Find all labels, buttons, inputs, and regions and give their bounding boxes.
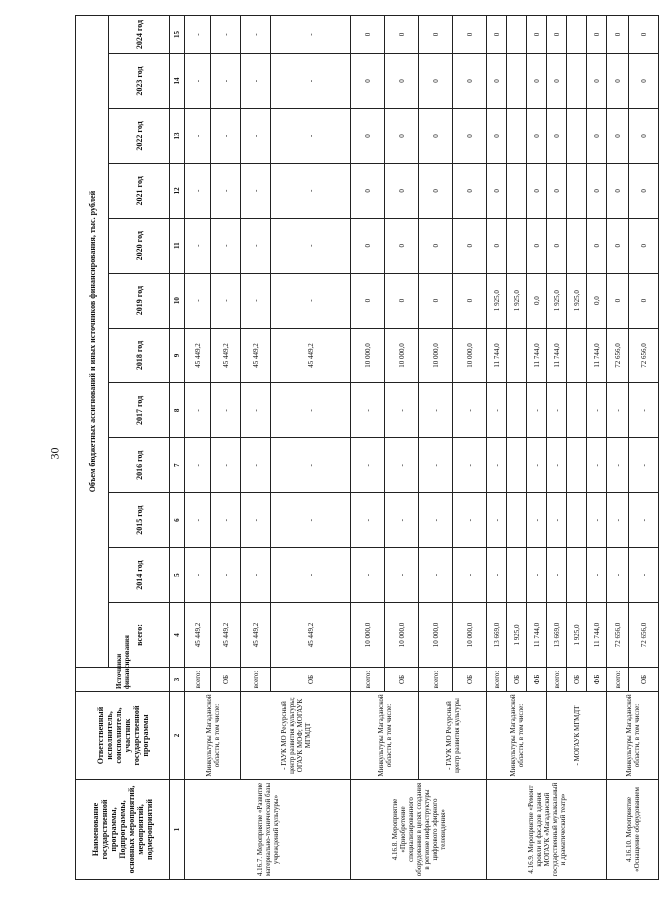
year-value-cell	[567, 16, 587, 54]
column-number: 5	[170, 548, 185, 603]
year-value-cell: -	[211, 54, 241, 109]
year-value-cell: -	[487, 383, 507, 438]
year-value-cell: -	[629, 493, 659, 548]
source-cell: всего:	[351, 668, 385, 692]
total-cell: 10 000,0	[453, 603, 487, 668]
year-value-cell	[507, 16, 527, 54]
source-cell: всего:	[419, 668, 453, 692]
header-executor: Ответственный исполнитель, соисполнитель, участник государственной программы	[76, 692, 170, 780]
total-cell: 13 669,0	[547, 603, 567, 668]
year-value-cell: 0	[453, 163, 487, 218]
year-value-cell	[507, 163, 527, 218]
table-row	[547, 16, 567, 880]
header-year: 2016 год	[109, 438, 170, 493]
year-value-cell: -	[271, 163, 351, 218]
year-value-cell: 0	[453, 218, 487, 273]
year-value-cell: -	[487, 493, 507, 548]
year-value-cell: -	[527, 493, 547, 548]
year-value-cell: -	[241, 383, 271, 438]
year-value-cell: 0	[607, 273, 629, 328]
year-value-cell: 1 925,0	[487, 273, 507, 328]
year-value-cell: -	[271, 16, 351, 54]
year-value-cell: -	[453, 548, 487, 603]
year-value-cell: 0	[607, 163, 629, 218]
year-value-cell: -	[547, 438, 567, 493]
column-number: 11	[170, 218, 185, 273]
year-value-cell: 0	[527, 108, 547, 163]
year-value-cell: -	[527, 548, 547, 603]
year-value-cell	[567, 383, 587, 438]
total-cell: 10 000,0	[351, 603, 385, 668]
year-value-cell: 0	[385, 163, 419, 218]
year-value-cell: -	[607, 438, 629, 493]
year-value-cell	[507, 438, 527, 493]
year-value-cell: 0	[607, 54, 629, 109]
year-value-cell: -	[385, 383, 419, 438]
year-value-cell: -	[241, 548, 271, 603]
year-value-cell: 0	[419, 163, 453, 218]
header-total: всего:	[109, 603, 170, 668]
year-value-cell: 0	[607, 218, 629, 273]
header-year: 2024 год	[109, 16, 170, 54]
source-cell: ФБ	[587, 668, 607, 692]
year-value-cell: 0	[487, 54, 507, 109]
rotated-table-container	[75, 15, 648, 880]
year-value-cell: 0	[351, 218, 385, 273]
year-value-cell: 0	[453, 273, 487, 328]
year-value-cell: -	[211, 273, 241, 328]
year-value-cell: -	[629, 438, 659, 493]
header-year: 2019 год	[109, 273, 170, 328]
executor-cell: - ГАУК МО Ресурсный центр развития культуры; ОГАУК МОФ; МОГАУК МГМДТ	[241, 692, 351, 780]
year-value-cell: 0	[607, 108, 629, 163]
total-cell: 11 744,0	[587, 603, 607, 668]
year-value-cell: -	[419, 438, 453, 493]
year-value-cell: 0	[351, 54, 385, 109]
year-value-cell: -	[185, 548, 211, 603]
executor-cell: - МОГАУК МГМДТ	[547, 692, 607, 780]
column-number: 8	[170, 383, 185, 438]
column-number: 14	[170, 54, 185, 109]
source-cell: ФБ	[527, 668, 547, 692]
total-cell: 13 669,0	[487, 603, 507, 668]
year-value-cell: -	[211, 16, 241, 54]
page-number: 30	[47, 447, 62, 460]
year-value-cell: 0	[629, 16, 659, 54]
year-value-cell: -	[271, 218, 351, 273]
year-value-cell: 10 000,0	[385, 328, 419, 383]
year-value-cell: -	[211, 438, 241, 493]
year-value-cell: -	[607, 548, 629, 603]
year-value-cell: 1 925,0	[547, 273, 567, 328]
source-cell: всего:	[487, 668, 507, 692]
year-value-cell: 11 744,0	[527, 328, 547, 383]
year-value-cell: -	[587, 493, 607, 548]
total-cell: 45 449,2	[185, 603, 211, 668]
year-value-cell: 0	[629, 108, 659, 163]
year-value-cell: -	[607, 383, 629, 438]
year-value-cell: -	[241, 273, 271, 328]
source-cell: ОБ	[567, 668, 587, 692]
year-value-cell: 45 449,2	[185, 328, 211, 383]
source-cell: всего:	[241, 668, 271, 692]
year-value-cell: 0	[547, 108, 567, 163]
year-value-cell: 72 656,0	[607, 328, 629, 383]
year-value-cell: 45 449,2	[271, 328, 351, 383]
table-row	[487, 16, 507, 880]
year-value-cell: -	[271, 54, 351, 109]
header-source: Источники финансирования	[76, 668, 170, 692]
year-value-cell: 0	[419, 273, 453, 328]
year-value-cell: 0	[351, 273, 385, 328]
year-value-cell: -	[185, 383, 211, 438]
year-value-cell: 0	[607, 16, 629, 54]
year-value-cell: -	[185, 54, 211, 109]
year-value-cell: 0	[487, 16, 507, 54]
year-value-cell: 0	[385, 108, 419, 163]
column-number: 7	[170, 438, 185, 493]
funding-table	[75, 15, 659, 880]
year-value-cell	[507, 54, 527, 109]
year-value-cell	[567, 163, 587, 218]
year-value-cell: -	[587, 548, 607, 603]
total-cell: 10 000,0	[385, 603, 419, 668]
year-value-cell: 0	[629, 163, 659, 218]
year-value-cell: 0	[487, 108, 507, 163]
header-year: 2020 год	[109, 218, 170, 273]
year-value-cell: 0	[453, 16, 487, 54]
total-cell: 45 449,2	[211, 603, 241, 668]
total-cell: 45 449,2	[271, 603, 351, 668]
year-value-cell: -	[419, 548, 453, 603]
year-value-cell: -	[241, 493, 271, 548]
year-value-cell: 0	[587, 108, 607, 163]
source-cell: всего:	[607, 668, 629, 692]
year-value-cell: -	[385, 438, 419, 493]
year-value-cell	[567, 493, 587, 548]
year-value-cell: -	[211, 383, 241, 438]
year-value-cell	[507, 108, 527, 163]
year-value-cell: -	[351, 438, 385, 493]
year-value-cell: 0	[419, 218, 453, 273]
header-year: 2017 год	[109, 383, 170, 438]
table-row	[607, 16, 629, 880]
year-value-cell	[507, 548, 527, 603]
year-value-cell: 0	[547, 54, 567, 109]
year-value-cell: -	[271, 108, 351, 163]
year-value-cell: -	[547, 548, 567, 603]
column-number: 6	[170, 493, 185, 548]
year-value-cell	[567, 438, 587, 493]
year-value-cell: 0	[629, 218, 659, 273]
header-year: 2014 год	[109, 548, 170, 603]
year-value-cell: -	[241, 16, 271, 54]
year-value-cell: -	[211, 108, 241, 163]
year-value-cell: 1 925,0	[567, 273, 587, 328]
year-value-cell: -	[351, 548, 385, 603]
year-value-cell: 0	[487, 163, 507, 218]
year-value-cell: 0,0	[587, 273, 607, 328]
table-row	[419, 16, 453, 880]
year-value-cell	[507, 383, 527, 438]
year-value-cell: 0	[527, 16, 547, 54]
total-cell: 45 449,2	[241, 603, 271, 668]
year-value-cell: -	[185, 493, 211, 548]
total-cell: 10 000,0	[419, 603, 453, 668]
year-value-cell: -	[527, 383, 547, 438]
year-value-cell: -	[211, 548, 241, 603]
year-value-cell: 45 449,2	[211, 328, 241, 383]
year-value-cell: -	[271, 548, 351, 603]
year-value-cell: 0	[385, 54, 419, 109]
executor-cell: Минкультуры Магаданской области, в том числе:	[487, 692, 547, 780]
year-value-cell: 72 656,0	[629, 328, 659, 383]
year-value-cell: 0	[419, 54, 453, 109]
year-value-cell	[567, 218, 587, 273]
year-value-cell: -	[271, 383, 351, 438]
year-value-cell: -	[385, 493, 419, 548]
year-value-cell: -	[629, 548, 659, 603]
header-year: 2023 год	[109, 54, 170, 109]
source-cell: всего:	[547, 668, 567, 692]
table-row	[241, 16, 271, 880]
source-cell: ОБ	[271, 668, 351, 692]
year-value-cell: 0	[351, 163, 385, 218]
year-value-cell: 0	[629, 54, 659, 109]
year-value-cell: -	[185, 438, 211, 493]
column-number: 9	[170, 328, 185, 383]
executor-cell: Минкультуры Магаданской области, в том числе:	[185, 692, 241, 780]
year-value-cell: 0	[385, 273, 419, 328]
year-value-cell: 0	[587, 163, 607, 218]
year-value-cell: -	[271, 438, 351, 493]
year-value-cell	[567, 54, 587, 109]
year-value-cell: 0	[527, 163, 547, 218]
year-value-cell: -	[241, 54, 271, 109]
column-number: 15	[170, 16, 185, 54]
header-funding-group: Объем бюджетных ассигнований и иных источников финансирования, тыс. рублей	[76, 16, 109, 668]
total-cell: 72 656,0	[629, 603, 659, 668]
year-value-cell: -	[547, 383, 567, 438]
total-cell: 11 744,0	[527, 603, 547, 668]
year-value-cell: -	[351, 383, 385, 438]
total-cell: 1 925,0	[507, 603, 527, 668]
header-year: 2021 год	[109, 163, 170, 218]
header-year: 2018 год	[109, 328, 170, 383]
year-value-cell: -	[487, 548, 507, 603]
year-value-cell: -	[241, 108, 271, 163]
source-cell: ОБ	[211, 668, 241, 692]
year-value-cell: -	[351, 493, 385, 548]
executor-cell: Минкультуры Магаданской области, в том числе:	[607, 692, 659, 780]
year-value-cell: -	[419, 383, 453, 438]
year-value-cell: 10 000,0	[419, 328, 453, 383]
year-value-cell: 0	[527, 218, 547, 273]
header-year: 2015 год	[109, 493, 170, 548]
executor-cell: Минкультуры Магаданской области, в том числе:	[351, 692, 419, 780]
year-value-cell: -	[487, 438, 507, 493]
column-number: 2	[170, 692, 185, 780]
year-value-cell: -	[271, 493, 351, 548]
year-value-cell: 0	[351, 16, 385, 54]
year-value-cell: -	[185, 16, 211, 54]
year-value-cell: 0	[587, 16, 607, 54]
source-cell: ОБ	[385, 668, 419, 692]
year-value-cell: 0	[453, 54, 487, 109]
year-value-cell	[507, 218, 527, 273]
year-value-cell: 0	[547, 218, 567, 273]
year-value-cell: -	[241, 218, 271, 273]
year-value-cell: 0	[587, 54, 607, 109]
year-value-cell: -	[547, 493, 567, 548]
column-number: 13	[170, 108, 185, 163]
table-row	[351, 16, 385, 880]
year-value-cell: -	[453, 383, 487, 438]
year-value-cell: 0	[385, 218, 419, 273]
year-value-cell: -	[607, 493, 629, 548]
executor-cell: - ГАУК МО Ресурсный центр развития культуры	[419, 692, 487, 780]
column-number: 10	[170, 273, 185, 328]
year-value-cell: 0	[587, 218, 607, 273]
year-value-cell: -	[453, 493, 487, 548]
year-value-cell	[567, 548, 587, 603]
year-value-cell	[567, 328, 587, 383]
source-cell: всего:	[185, 668, 211, 692]
year-value-cell: 0,0	[527, 273, 547, 328]
year-value-cell: -	[453, 438, 487, 493]
year-value-cell: 0	[527, 54, 547, 109]
year-value-cell: 45 449,2	[241, 328, 271, 383]
year-value-cell	[507, 493, 527, 548]
year-value-cell: -	[271, 273, 351, 328]
year-value-cell: 11 744,0	[547, 328, 567, 383]
year-value-cell: 0	[419, 16, 453, 54]
year-value-cell: -	[241, 438, 271, 493]
year-value-cell: -	[185, 273, 211, 328]
activity-name: 4.16.7. Мероприятие «Развитие материально-технической базы учреждений культуры»	[185, 780, 351, 880]
column-number: 3	[170, 668, 185, 692]
header-name: Наименование государственной программы, Подпрограммы, основных мероприятий, мероприятий, подмероприятий	[76, 780, 170, 880]
column-number: 4	[170, 603, 185, 668]
year-value-cell	[507, 328, 527, 383]
activity-name: 4.16.9. Мероприятие «Ремонт кровли и фасадов здания МОГАУК «Магаданский государственный музыкальный и драматический театр»	[487, 780, 607, 880]
year-value-cell: -	[185, 163, 211, 218]
year-value-cell: -	[629, 383, 659, 438]
column-number-row	[170, 16, 185, 880]
year-value-cell: -	[185, 108, 211, 163]
total-cell: 1 925,0	[567, 603, 587, 668]
header-year: 2022 год	[109, 108, 170, 163]
activity-name: 4.16.10. Мероприятие «Оснащение оборудованием	[607, 780, 659, 880]
year-value-cell: 0	[547, 16, 567, 54]
column-number: 12	[170, 163, 185, 218]
activity-name: 4.16.8. Мероприятие «Приобретение специализированного оборудования в целях создания в регионе инфраструктуры цифрового эфирного телевидения»	[351, 780, 487, 880]
year-value-cell: -	[527, 438, 547, 493]
year-value-cell	[567, 108, 587, 163]
year-value-cell: 0	[629, 273, 659, 328]
source-cell: ОБ	[507, 668, 527, 692]
year-value-cell: 0	[351, 108, 385, 163]
year-value-cell: 11 744,0	[487, 328, 507, 383]
year-value-cell: 0	[487, 218, 507, 273]
year-value-cell: -	[587, 383, 607, 438]
year-value-cell: 0	[419, 108, 453, 163]
source-cell: ОБ	[453, 668, 487, 692]
year-value-cell: 0	[547, 163, 567, 218]
table-row	[185, 16, 211, 880]
total-cell: 72 656,0	[607, 603, 629, 668]
year-value-cell: 10 000,0	[351, 328, 385, 383]
column-number: 1	[170, 780, 185, 880]
source-cell: ОБ	[629, 668, 659, 692]
year-value-cell: -	[587, 438, 607, 493]
year-value-cell: -	[419, 493, 453, 548]
year-value-cell: 0	[385, 16, 419, 54]
year-value-cell: 10 000,0	[453, 328, 487, 383]
year-value-cell: -	[211, 493, 241, 548]
year-value-cell: -	[385, 548, 419, 603]
year-value-cell: 1 925,0	[507, 273, 527, 328]
year-value-cell: 11 744,0	[587, 328, 607, 383]
year-value-cell: -	[185, 218, 211, 273]
year-value-cell: 0	[453, 108, 487, 163]
year-value-cell: -	[241, 163, 271, 218]
year-value-cell: -	[211, 163, 241, 218]
year-value-cell: -	[211, 218, 241, 273]
